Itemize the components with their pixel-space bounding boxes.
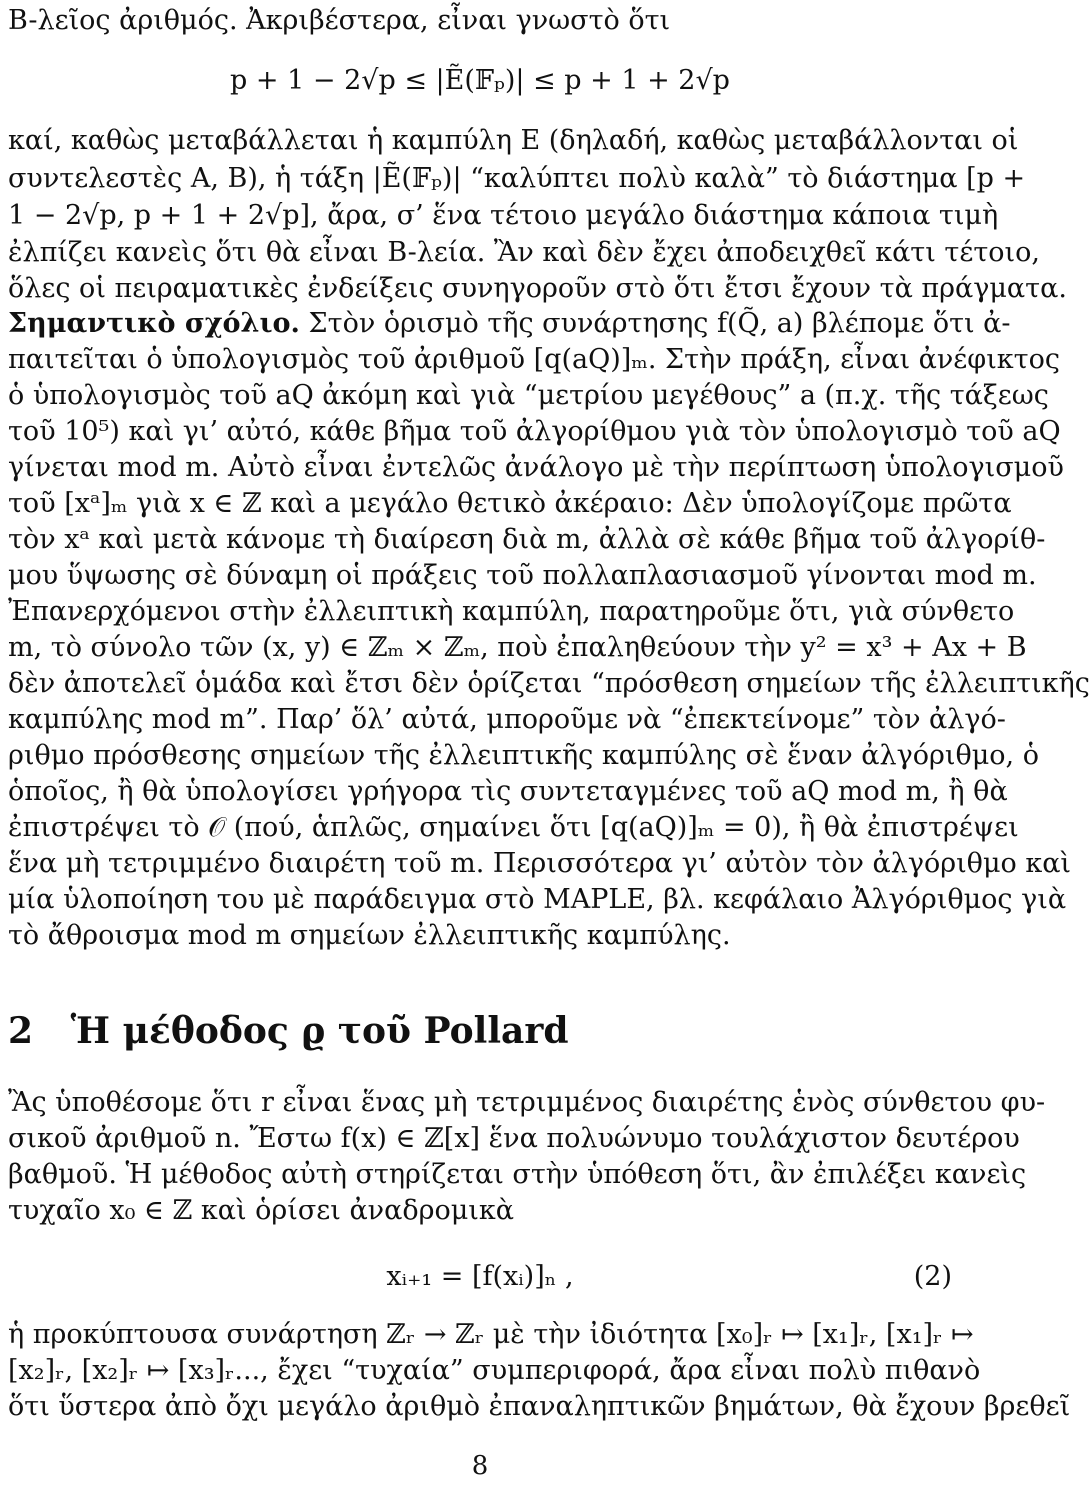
text-line: μία ὑλοποίηση του μὲ παράδειγμα στὸ MAPLE, βλ. κεφάλαιο Ἀλγόριθμος γιὰ <box>8 884 1067 915</box>
equation-2-number: (2) <box>913 1261 952 1292</box>
text-line: συντελεστὲς A, B), ἡ τάξη |Ẽ(𝔽ₚ)| “καλύπτει πολὺ καλὰ” τὸ διάστημα [p + <box>8 163 1026 194</box>
page-number: 8 <box>471 1451 489 1481</box>
text-line: τὸ ἄθροισμα mod m σημείων ἐλλειπτικῆς καμπύλης. <box>8 920 731 951</box>
text-line: Ἐπανερχόμενοι στὴν ἐλλειπτικὴ καμπύλη, παρατηροῦμε ὅτι, γιὰ σύνθετο <box>8 596 1015 627</box>
remark-first-line <box>8 305 1011 343</box>
section-number: 2 <box>8 1010 34 1052</box>
text-line: βαθμοῦ. Ἡ μέθοδος αὐτὴ στηρίζεται στὴν ὑπόθεση ὅτι, ἂν ἐπιλέξει κανεὶς <box>8 1159 1027 1190</box>
remark-text: Στὸν ὁρισμὸ τῆς συνάρτησης f(Q̃, a) βλέπομε ὅτι ἀ- <box>299 308 1011 339</box>
text-line: δὲν ἀποτελεῖ ὁμάδα καὶ ἔτσι δὲν ὁρίζεται “πρόσθεση σημείων τῆς ἐλλειπτικῆς <box>8 668 1090 699</box>
text-line: ἡ προκύπτουσα συνάρτηση ℤᵣ → ℤᵣ μὲ τὴν ἰδιότητα [x₀]ᵣ ↦ [x₁]ᵣ, [x₁]ᵣ ↦ <box>8 1319 974 1350</box>
text-line: μου ὕψωσης σὲ δύναμη οἱ πράξεις τοῦ πολλαπλασιασμοῦ γίνονται mod m. <box>8 560 1037 591</box>
text-line: ριθμο πρόσθεσης σημείων τῆς ἐλλειπτικῆς καμπύλης σὲ ἕναν ἀλγόριθμο, ὁ <box>8 740 1039 771</box>
text-line: 1 − 2√p, p + 1 + 2√p], ἄρα, σ’ ἕνα τέτοιο μεγάλο διάστημα κάποια τιμὴ <box>8 200 999 231</box>
text-line: ὅτι ὕστερα ἀπὸ ὄχι μεγάλο ἀριθμὸ ἐπαναληπτικῶν βημάτων, θὰ ἔχουν βρεθεῖ <box>8 1391 1071 1422</box>
text-line: ὁποῖος, ἢ θὰ ὑπολογίσει γρήγορα τὶς συντεταγμένες τοῦ aQ mod m, ἢ θὰ <box>8 776 1008 807</box>
text-line: Ἂς ὑποθέσομε ὅτι r εἶναι ἕνας μὴ τετριμμένος διαιρέτης ἑνὸς σύνθετου φυ- <box>8 1087 1046 1118</box>
equation-1: p + 1 − 2√p ≤ |Ẽ(𝔽ₚ)| ≤ p + 1 + 2√p <box>230 65 730 96</box>
text-line: παιτεῖται ὁ ὑπολογισμὸς τοῦ ἀριθμοῦ [q(aQ)]ₘ. Στὴν πράξη, εἶναι ἀνέφικτος <box>8 344 1060 375</box>
text-line: τυχαῖο x₀ ∈ ℤ καὶ ὁρίσει ἀναδρομικὰ <box>8 1195 514 1226</box>
text-line: γίνεται mod m. Αὐτὸ εἶναι ἐντελῶς ἀνάλογο μὲ τὴν περίπτωση ὑπολογισμοῦ <box>8 452 1064 483</box>
equation-2: xᵢ₊₁ = [f(xᵢ)]ₙ , <box>386 1261 574 1292</box>
text-line: m, τὸ σύνολο τῶν (x, y) ∈ ℤₘ × ℤₘ, ποὺ ἐπαληθεύουν τὴν y² = x³ + Ax + B <box>8 632 1027 663</box>
text-line: τοῦ [xᵃ]ₘ γιὰ x ∈ ℤ καὶ a μεγάλο θετικὸ ἀκέραιο: Δὲν ὑπολογίζομε πρῶτα <box>8 488 1012 519</box>
text-line: B-λεῖος ἀριθμός. Ἀκριβέστερα, εἶναι γνωστὸ ὅτι <box>8 5 671 36</box>
text-line: καί, καθὼς μεταβάλλεται ἡ καμπύλη E (δηλαδή, καθὼς μεταβάλλονται οἱ <box>8 125 1019 156</box>
text-line: ἕνα μὴ τετριμμένο διαιρέτη τοῦ m. Περισσότερα γι’ αὐτὸν τὸν ἀλγόριθμο καὶ <box>8 848 1072 879</box>
text-line: τοῦ 10⁵) καὶ γι’ αὐτό, κάθε βῆμα τοῦ ἀλγορίθμου γιὰ τὸν ὑπολογισμὸ τοῦ aQ <box>8 416 1061 447</box>
text-line: τὸν xᵃ καὶ μετὰ κάνομε τὴ διαίρεση διὰ m, ἀλλὰ σὲ κάθε βῆμα τοῦ ἀλγορίθ- <box>8 524 1046 555</box>
text-line: ὁ ὑπολογισμὸς τοῦ aQ ἀκόμη καὶ γιὰ “μετρίου μεγέθους” a (π.χ. τῆς τάξεως <box>8 380 1049 411</box>
text-line: ὅλες οἱ πειραματικὲς ἐνδείξεις συνηγοροῦν στὸ ὅτι ἔτσι ἔχουν τὰ πράγματα. <box>8 273 1067 304</box>
remark-label: Σημαντικὸ σχόλιο. <box>8 308 300 339</box>
text-line: [x₂]ᵣ, [x₂]ᵣ ↦ [x₃]ᵣ..., ἔχει “τυχαία” συμπεριφορά, ἄρα εἶναι πολὺ πιθανὸ <box>8 1355 981 1386</box>
text-line: καμπύλης mod m”. Παρ’ ὅλ’ αὐτά, μποροῦμε νὰ “ἐπεκτείνομε” τὸν ἀλγό- <box>8 704 1006 735</box>
section-title: Ἡ μέθοδος ϱ τοῦ Pollard <box>70 1010 569 1052</box>
text-line: ἐλπίζει κανεὶς ὅτι θὰ εἶναι B-λεία. Ἂν καὶ δὲν ἔχει ἀποδειχθεῖ κάτι τέτοιο, <box>8 237 1040 268</box>
section-heading <box>8 1008 568 1054</box>
text-line: σικοῦ ἀριθμοῦ n. Ἔστω f(x) ∈ ℤ[x] ἕνα πολυώνυμο τουλάχιστον δευτέρου <box>8 1123 1020 1154</box>
text-line: ἐπιστρέψει τὸ 𝒪 (πού, ἁπλῶς, σημαίνει ὅτι [q(aQ)]ₘ = 0), ἢ θὰ ἐπιστρέψει <box>8 812 1019 843</box>
